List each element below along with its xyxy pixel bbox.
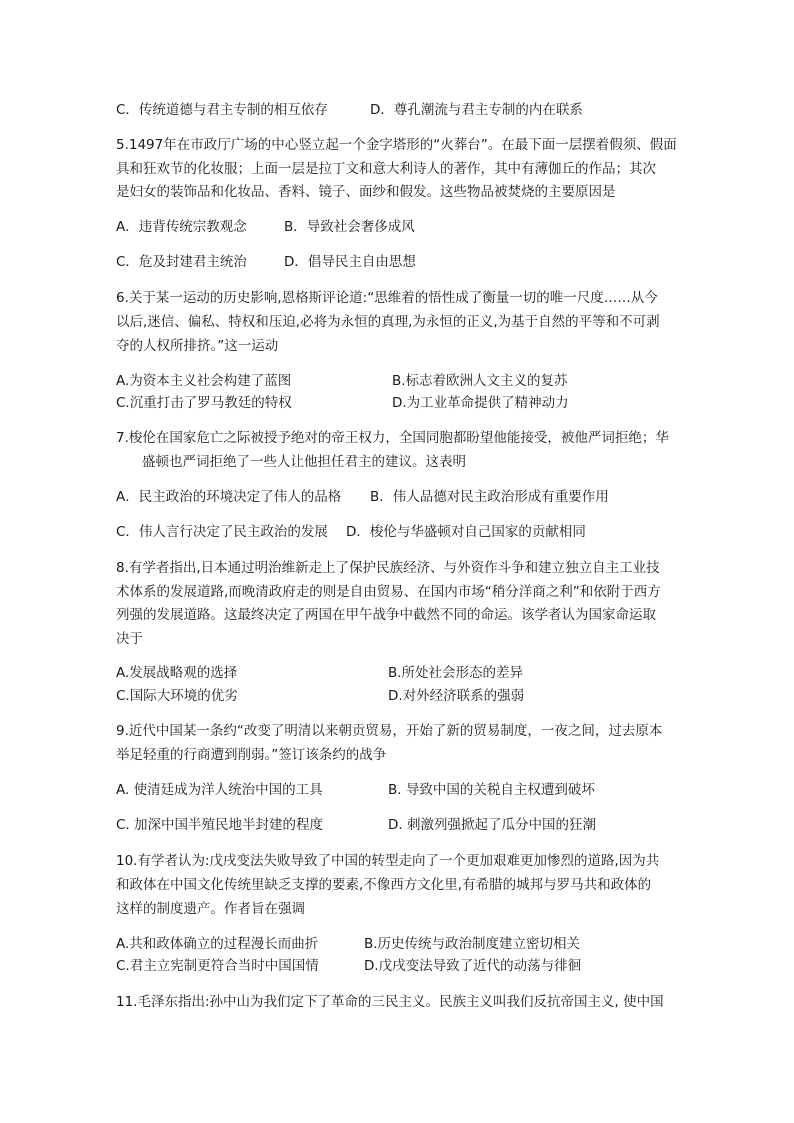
text-line: A.共和政体确立的过程漫长而曲折 bbox=[116, 936, 319, 952]
text-line: 列强的发展道路。这最终决定了两国在甲午战争中截然不同的命运。该学者认为国家命运取 bbox=[116, 607, 656, 623]
text-line: A. 使清廷成为洋人统治中国的工具 bbox=[116, 782, 323, 798]
text-line: 9.近代中国某一条约“改变了明清以来朝贡贸易，开始了新的贸易制度，一夜之间，过去原本 bbox=[116, 723, 663, 739]
text-line: 举足轻重的行商遭到削弱。”签订该条约的战争 bbox=[116, 747, 387, 763]
text-line: B.所处社会形态的差异 bbox=[388, 665, 524, 681]
text-line: C.国际大环境的优劣 bbox=[116, 688, 238, 704]
text-line: 是妇女的装饰品和化妆品、香料、镜子、面纱和假发。这些物品被焚烧的主要原因是 bbox=[116, 184, 616, 200]
text-line: C.沉重打击了罗马教廷的特权 bbox=[116, 395, 292, 411]
text-line: C．危及封建君主统治 bbox=[116, 254, 247, 270]
text-line: 夺的人权所排挤。”这一运动 bbox=[116, 338, 279, 354]
text-line: B.标志着欧洲人文主义的复苏 bbox=[392, 373, 568, 389]
text-line: 以后,迷信、偏私、特权和压迫,必将为永恒的真理,为永恒的正义,为基于自然的平等和不可剥 bbox=[116, 314, 660, 330]
text-line: D．尊孔潮流与君主专制的内在联系 bbox=[370, 102, 583, 118]
text-line: A．民主政治的环境决定了伟人的品格 bbox=[116, 489, 342, 505]
text-line: 5.1497年在市政厅广场的中心竖立起一个金字塔形的“火葬台”。在最下面一层摆着假须、假面 bbox=[116, 137, 677, 153]
text-line: 8.有学者指出,日本通过明治维新走上了保护民族经济、与外资作斗争和建立独立自主工业技 bbox=[116, 560, 660, 576]
text-line: D.对外经济联系的强弱 bbox=[388, 688, 525, 704]
text-line: 7.梭伦在国家危亡之际被授予绝对的帝王权力，全国同胞都盼望他能接受，被他严词拒绝；华 bbox=[116, 430, 669, 446]
text-line: B．伟人品德对民主政治形成有重要作用 bbox=[370, 489, 609, 505]
text-line: A.为资本主义社会构建了蓝图 bbox=[116, 373, 292, 389]
text-line: D.为工业革命提供了精神动力 bbox=[392, 395, 569, 411]
text-line: B.历史传统与政治制度建立密切相关 bbox=[364, 936, 581, 952]
text-line: B. 导致中国的关税自主权遭到破坏 bbox=[388, 782, 595, 798]
text-line: 术体系的发展道路,而晚清政府走的则是自由贸易、在国内市场“稍分洋商之利”和依附于西方 bbox=[116, 584, 661, 600]
text-line: C．传统道德与君主专制的相互依存 bbox=[116, 102, 328, 118]
text-line: 盛顿也严词拒绝了一些人让他担任君主的建议。这表明 bbox=[142, 454, 466, 470]
text-line: D.戊戌变法导致了近代的动荡与徘徊 bbox=[364, 958, 582, 974]
text-line: B．导致社会奢侈成风 bbox=[284, 219, 415, 235]
text-line: C．伟人言行决定了民主政治的发展 bbox=[116, 524, 328, 540]
text-line: A.发展战略观的选择 bbox=[116, 665, 238, 681]
text-line: 6.关于某一运动的历史影响,恩格斯评论道:“思维着的悟性成了衡量一切的唯一尺度……从今 bbox=[116, 290, 658, 306]
text-line: D. 刺激列强掀起了瓜分中国的狂潮 bbox=[388, 817, 596, 833]
text-line: 具和狂欢节的化妆服；上面一层是拉丁文和意大利诗人的著作，其中有薄伽丘的作品；其次 bbox=[116, 161, 656, 177]
text-line: D．梭伦与华盛顿对自己国家的贡献相同 bbox=[346, 524, 586, 540]
text-line: D．倡导民主自由思想 bbox=[284, 254, 416, 270]
text-line: 决于 bbox=[116, 631, 143, 647]
text-line: 10.有学者认为:戊戌变法失败导致了中国的转型走向了一个更加艰难更加惨烈的道路,因为共 bbox=[116, 853, 660, 869]
text-line: 这样的制度遗产。作者旨在强调 bbox=[116, 901, 305, 917]
text-line: C. 加深中国半殖民地半封建的程度 bbox=[116, 817, 324, 833]
text-line: C.君主立宪制更符合当时中国国情 bbox=[116, 958, 319, 974]
text-line: 11.毛泽东指出:孙中山为我们定下了革命的三民主义。民族主义叫我们反抗帝国主义, 使中国 bbox=[116, 994, 664, 1010]
text-line: A．违背传统宗教观念 bbox=[116, 219, 247, 235]
text-line: 和政体在中国文化传统里缺乏支撑的要素,不像西方文化里,有希腊的城邦与罗马共和政体的 bbox=[116, 877, 652, 893]
